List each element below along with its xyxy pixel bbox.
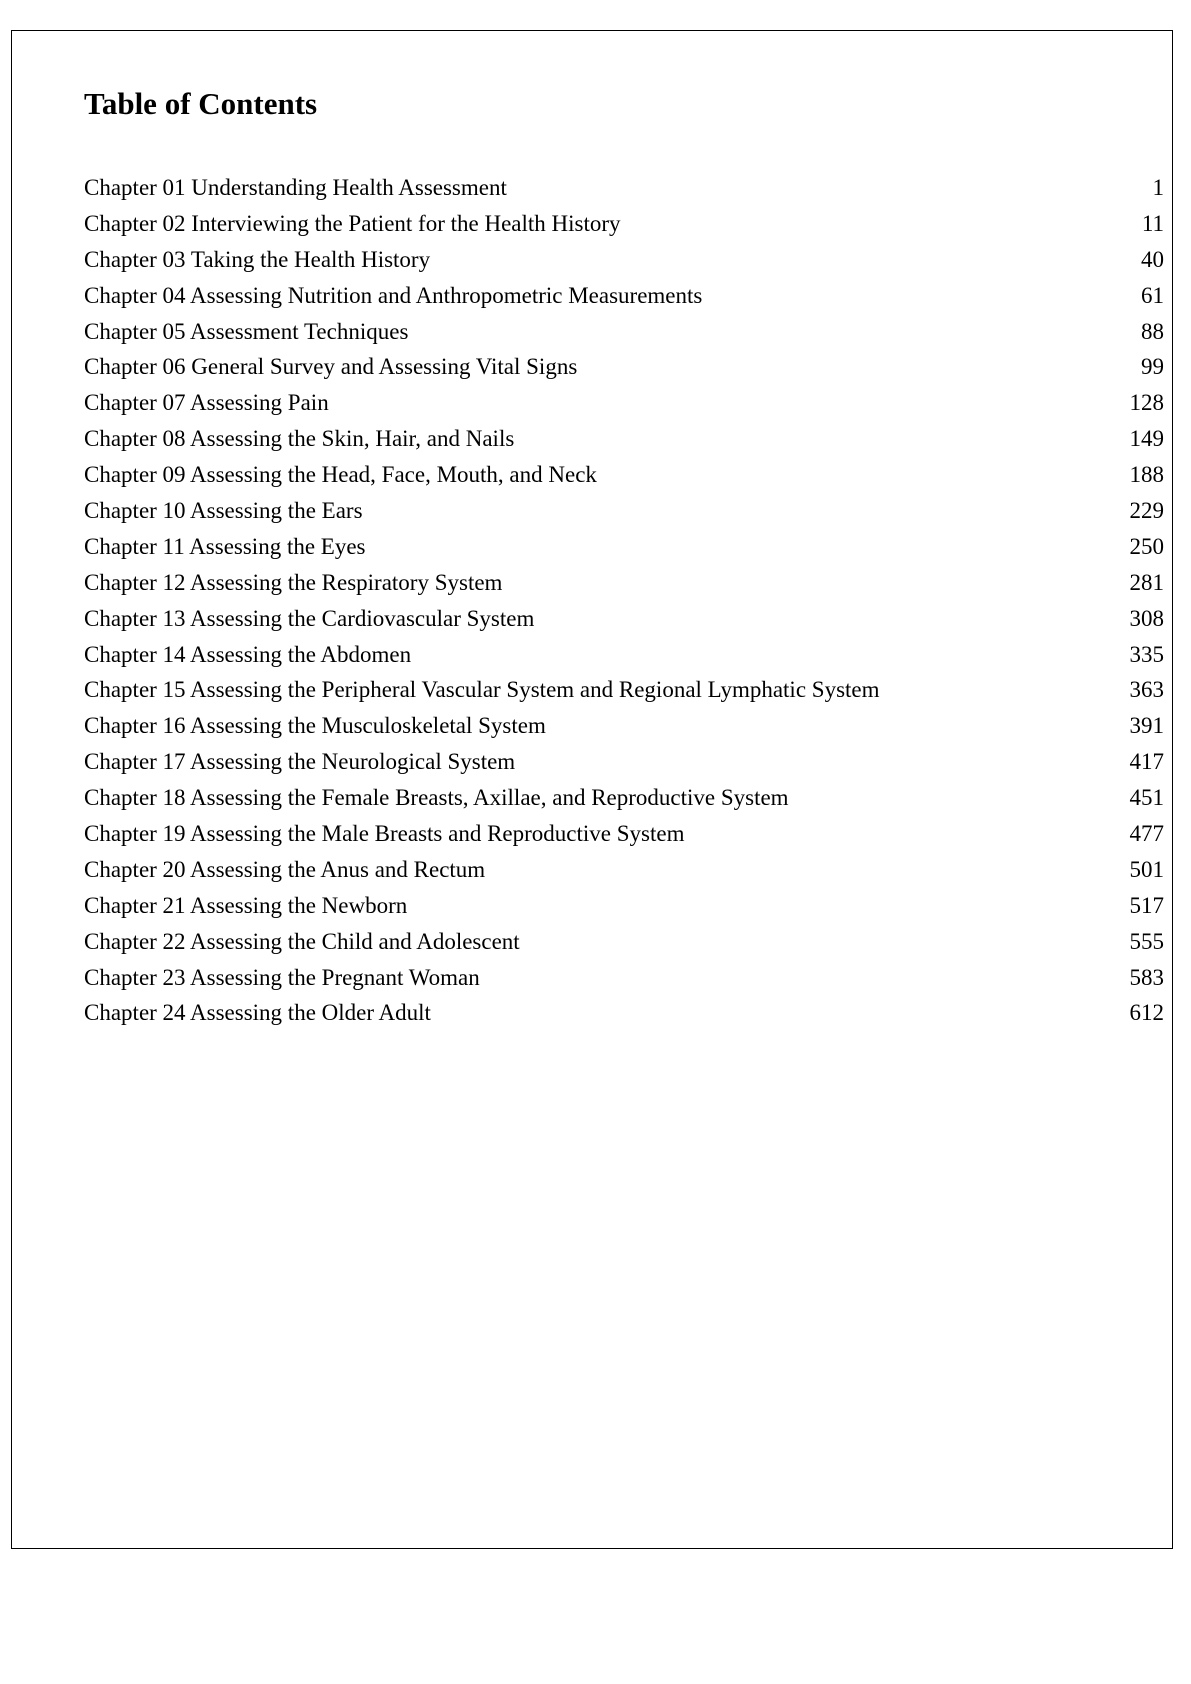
- toc-entry-page: 517: [1129, 892, 1164, 918]
- toc-entry-page: 555: [1129, 928, 1164, 954]
- toc-entry-page: 612: [1129, 1000, 1164, 1026]
- toc-entry[interactable]: [84, 637, 1164, 673]
- toc-entry-label: Chapter 17 Assessing the Neurological System: [84, 749, 516, 775]
- toc-entry-page: 335: [1129, 641, 1164, 667]
- toc-entry-label: Chapter 07 Assessing Pain: [84, 390, 329, 416]
- toc-entry-page: 281: [1129, 569, 1164, 595]
- toc-entry-page: 149: [1129, 426, 1164, 452]
- toc-entry-label: Chapter 01 Understanding Health Assessment: [84, 175, 507, 200]
- page-frame: [11, 30, 1173, 1549]
- toc-entry[interactable]: [84, 995, 1164, 1031]
- toc-list: [84, 170, 1164, 1031]
- toc-entry[interactable]: [84, 565, 1164, 601]
- toc-entry[interactable]: [84, 170, 1164, 206]
- page-title: Table of Contents: [84, 86, 318, 121]
- toc-entry[interactable]: [84, 242, 1164, 278]
- toc-entry-page: 128: [1129, 390, 1164, 416]
- toc-entry-page: 477: [1129, 821, 1164, 847]
- toc-entry[interactable]: [84, 493, 1164, 529]
- toc-entry[interactable]: [84, 349, 1164, 385]
- toc-entry-page: 40: [1141, 246, 1164, 272]
- toc-entry-label: Chapter 09 Assessing the Head, Face, Mouth, and Neck: [84, 462, 597, 488]
- toc-entry[interactable]: [84, 960, 1164, 996]
- toc-entry-label: Chapter 22 Assessing the Child and Adolescent: [84, 928, 520, 954]
- toc-entry-label: Chapter 21 Assessing the Newborn: [84, 892, 408, 918]
- toc-entry[interactable]: [84, 314, 1164, 350]
- toc-entry-label: Chapter 11 Assessing the Eyes: [84, 533, 366, 559]
- toc-entry-page: 417: [1129, 749, 1164, 775]
- toc-entry[interactable]: [84, 421, 1164, 457]
- toc-entry-page: 188: [1129, 462, 1164, 488]
- toc-entry-page: 61: [1141, 282, 1164, 308]
- toc-entry-label: Chapter 12 Assessing the Respiratory System: [84, 569, 503, 595]
- toc-entry-page: 451: [1129, 785, 1164, 811]
- toc-entry-label: Chapter 20 Assessing the Anus and Rectum: [84, 856, 486, 882]
- toc-entry[interactable]: [84, 744, 1164, 780]
- toc-entry-label: Chapter 23 Assessing the Pregnant Woman: [84, 964, 480, 990]
- toc-entry-label: Chapter 08 Assessing the Skin, Hair, and Nails: [84, 426, 515, 452]
- toc-entry[interactable]: [84, 385, 1164, 421]
- toc-entry[interactable]: [84, 780, 1164, 816]
- toc-entry-label: Chapter 13 Assessing the Cardiovascular System: [84, 605, 535, 631]
- toc-entry[interactable]: [84, 708, 1164, 744]
- toc-entry-label: Chapter 04 Assessing Nutrition and Anthropometric Measurements: [84, 282, 703, 308]
- toc-entry-label: Chapter 19 Assessing the Male Breasts and Reproductive System: [84, 821, 685, 847]
- toc-entry[interactable]: [84, 278, 1164, 314]
- toc-entry[interactable]: [84, 529, 1164, 565]
- toc-entry[interactable]: [84, 601, 1164, 637]
- toc-entry-page: 501: [1129, 856, 1164, 882]
- toc-entry[interactable]: [84, 457, 1164, 493]
- toc-entry[interactable]: [84, 206, 1164, 242]
- toc-entry-label: Chapter 16 Assessing the Musculoskeletal System: [84, 713, 546, 739]
- toc-entry-label: Chapter 10 Assessing the Ears: [84, 498, 363, 524]
- toc-entry-label: Chapter 03 Taking the Health History: [84, 246, 431, 272]
- toc-entry-label: Chapter 24 Assessing the Older Adult: [84, 1000, 431, 1026]
- toc-entry-page: 308: [1129, 605, 1164, 631]
- toc-entry-page: 1: [1152, 175, 1164, 200]
- toc-entry-page: 11: [1141, 210, 1164, 236]
- toc-entry[interactable]: [84, 672, 1164, 708]
- toc-entry-page: 363: [1129, 677, 1164, 703]
- toc-entry-label: Chapter 14 Assessing the Abdomen: [84, 641, 412, 667]
- toc-entry-label: Chapter 18 Assessing the Female Breasts, Axillae, and Reproductive System: [84, 785, 789, 811]
- toc-entry-page: 583: [1129, 964, 1164, 990]
- toc-entry-label: Chapter 05 Assessment Techniques: [84, 318, 409, 344]
- toc-entry[interactable]: [84, 816, 1164, 852]
- toc-entry-label: Chapter 06 General Survey and Assessing Vital Signs: [84, 354, 578, 380]
- toc-entry-page: 391: [1129, 713, 1164, 739]
- toc-entry-page: 229: [1129, 498, 1164, 524]
- toc-entry-label: Chapter 15 Assessing the Peripheral Vascular System and Regional Lymphatic System: [84, 677, 880, 703]
- toc-entry[interactable]: [84, 852, 1164, 888]
- toc-entry-label: Chapter 02 Interviewing the Patient for the Health History: [84, 210, 621, 236]
- toc-entry-page: 88: [1141, 318, 1164, 344]
- toc-entry-page: 99: [1141, 354, 1164, 380]
- toc-entry[interactable]: [84, 924, 1164, 960]
- toc-entry-page: 250: [1129, 533, 1164, 559]
- toc-entry[interactable]: [84, 888, 1164, 924]
